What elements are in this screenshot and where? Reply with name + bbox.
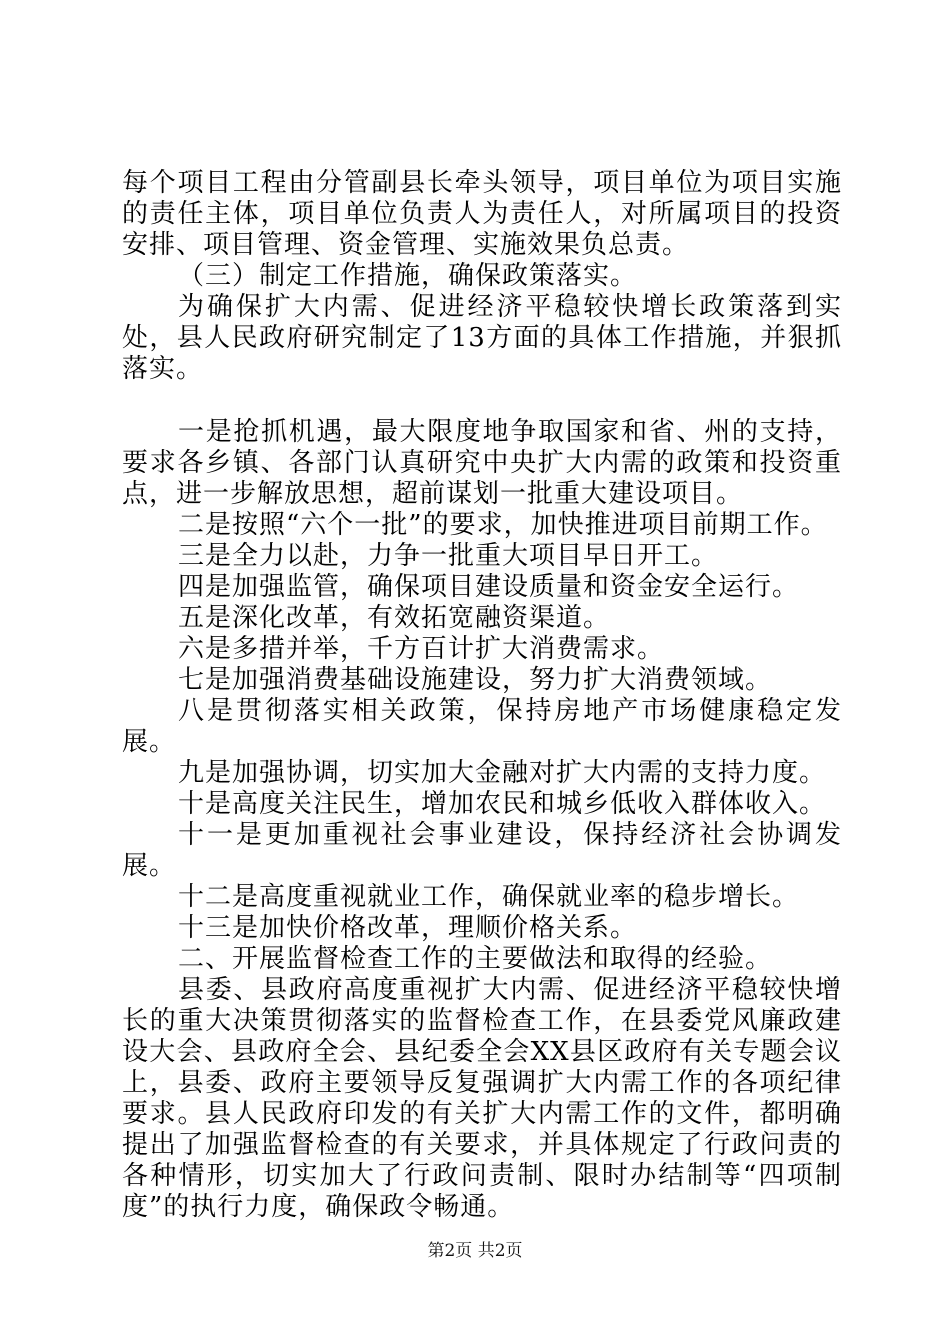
measure-item-2: 二是按照“六个一批”的要求，加快推进项目前期工作。 (178, 510, 828, 540)
section-heading-measures: （三）制定工作措施，确保政策落实。 (178, 261, 638, 291)
document-body (122, 168, 842, 1223)
section-heading-supervision: 二、开展监督检查工作的主要做法和取得的经验。 (178, 944, 773, 974)
measure-item-6: 六是多措并举，千方百计扩大消费需求。 (178, 634, 665, 664)
measure-item-12: 十二是高度重视就业工作，确保就业率的稳步增长。 (178, 882, 800, 912)
measure-item-9: 九是加强协调，切实加大金融对扩大内需的支持力度。 (178, 758, 827, 788)
paragraph-measures-intro: 为确保扩大内需、促进经济平稳较快增长政策落到实处，县人民政府研究制定了13方面的具体工作措施，并狠抓落实。 (122, 292, 842, 384)
measure-item-4: 四是加强监管，确保项目建设质量和资金安全运行。 (178, 572, 800, 602)
measure-item-3: 三是全力以赴，力争一批重大项目早日开工。 (178, 541, 719, 571)
measure-item-13: 十三是加快价格改革，理顺价格关系。 (178, 913, 638, 943)
paragraph-supervision-details: 县委、县政府高度重视扩大内需、促进经济平稳较快增长的重大决策贯彻落实的监督检查工作，在县委党风廉政建设大会、县政府全会、县纪委全会XX县区政府有关专题会议上，县委、政府主要领导反复强调扩大内需工作的各项纪律要求。县人民政府印发的有关扩大内需工作的文件，都明确提出了加强监督检查的有关要求，并具体规定了行政问责的各种情形，切实加大了行政问责制、限时办结制等“四项制度”的执行力度，确保政令畅通。 (122, 975, 842, 1222)
measure-item-10: 十是高度关注民生，增加农民和城乡低收入群体收入。 (178, 789, 827, 819)
measure-item-8: 八是贯彻落实相关政策，保持房地产市场健康稳定发展。 (122, 696, 842, 757)
page-number-footer: 第2页 共2页 (427, 1241, 523, 1261)
measure-item-7: 七是加强消费基础设施建设，努力扩大消费领域。 (178, 665, 773, 695)
measure-item-1: 一是抢抓机遇，最大限度地争取国家和省、州的支持，要求各乡镇、各部门认真研究中央扩大内需的政策和投资重点，进一步解放思想，超前谋划一批重大建设项目。 (122, 417, 842, 509)
paragraph-project-responsibility: 每个项目工程由分管副县长牵头领导，项目单位为项目实施的责任主体，项目单位负责人为责任人，对所属项目的投资安排、项目管理、资金管理、实施效果负总责。 (122, 168, 842, 260)
measure-item-11: 十一是更加重视社会事业建设，保持经济社会协调发展。 (122, 820, 842, 881)
measure-item-5: 五是深化改革，有效拓宽融资渠道。 (178, 603, 611, 633)
